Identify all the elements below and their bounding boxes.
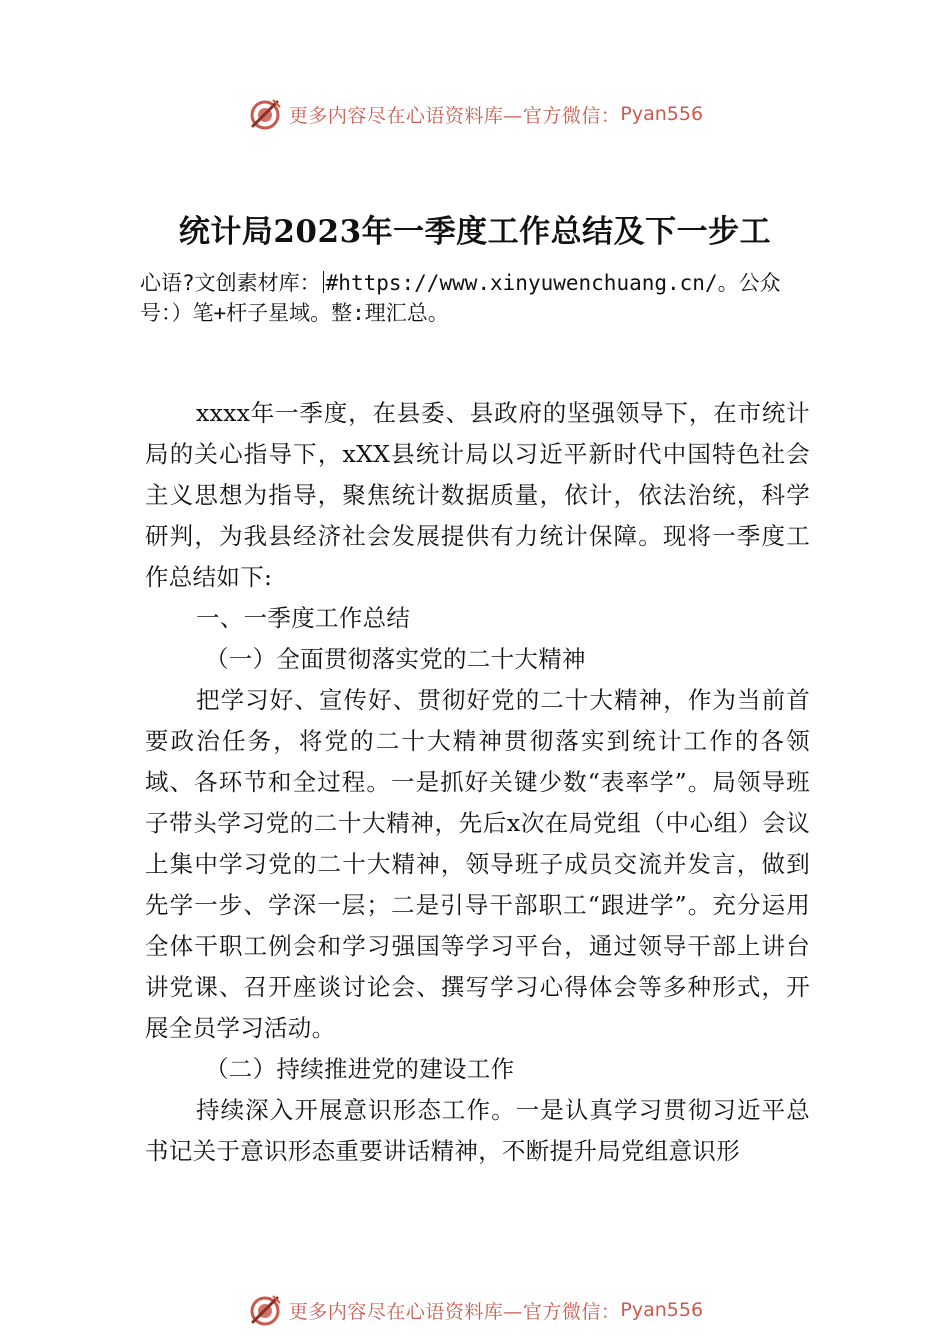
footer-banner	[0, 1290, 950, 1330]
subsection-heading-1: （一）全面贯彻落实党的二十大精神	[205, 645, 586, 673]
header-banner	[0, 94, 950, 134]
text-cursor	[323, 271, 324, 293]
banner-handle: Pyan556	[620, 103, 704, 125]
banner-text: 更多内容尽在心语资料库—官方微信：	[288, 104, 621, 127]
document-title: 统计局2023年一季度工作总结及下一步工	[178, 214, 772, 250]
source-line-3: 号：）笔+杆子星域。整:理汇总。	[140, 301, 449, 325]
subsection-heading-2: （二）持续推进党的建设工作	[205, 1055, 515, 1083]
brush-logo-icon	[247, 96, 283, 132]
section-heading: 一、一季度工作总结	[196, 604, 411, 632]
source-note	[140, 268, 840, 328]
document-body	[145, 393, 810, 1172]
source-line-2: #https://www.xinyuwenchuang.cn/。公众	[325, 271, 781, 295]
body-paragraph-1: 把学习好、宣传好、贯彻好党的二十大精神，作为当前首要政治任务，将党的二十大精神贯彻落实到统计工作的各领域、各环节和全过程。一是抓好关键少数“表率学”。局领导班子带头学习党的二十大精神，先后x次在局党组（中心组）会议上集中学习党的二十大精神，领导班子成员交流并发言，做到先学一步、学深一层；二是引导干部职工“跟进学”。充分运用全体干职工例会和学习强国等学习平台，通过领导干部上讲台讲党课、召开座谈讨论会、撰写学习心得体会等多种形式，开展全员学习活动。	[145, 686, 810, 1042]
brush-logo-icon	[247, 1292, 283, 1328]
banner-handle: Pyan556	[620, 1299, 704, 1321]
body-paragraph-2: 持续深入开展意识形态工作。一是认真学习贯彻习近平总书记关于意识形态重要讲话精神，不断提升局党组意识形	[145, 1096, 810, 1165]
source-line-1: 心语?文创素材库：	[140, 271, 321, 295]
banner-text: 更多内容尽在心语资料库—官方微信：	[288, 1300, 621, 1323]
intro-paragraph: xxxx年一季度，在县委、县政府的坚强领导下，在市统计局的关心指导下，xXX县统计局以习近平新时代中国特色社会主义思想为指导，聚焦统计数据质量，依计，依法治统，科学研判，为我县经济社会发展提供有力统计保障。现将一季度工作总结如下:	[145, 399, 810, 591]
